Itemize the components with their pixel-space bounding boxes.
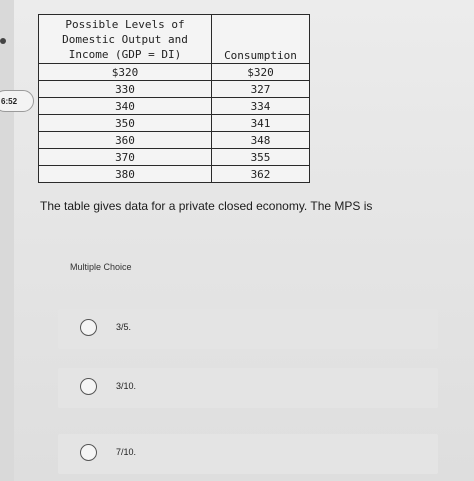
choice-option-3[interactable] xyxy=(58,434,438,474)
radio-button-icon[interactable] xyxy=(80,319,97,336)
table-row xyxy=(39,81,310,98)
cell-consumption: 348 xyxy=(212,132,310,149)
cell-output: 370 xyxy=(39,149,212,166)
cell-consumption: 355 xyxy=(212,149,310,166)
cell-output: $320 xyxy=(39,64,212,81)
choice-option-2[interactable] xyxy=(58,368,438,408)
multiple-choice-label: Multiple Choice xyxy=(70,262,132,272)
choice-option-1[interactable] xyxy=(58,309,438,349)
header-consumption: Consumption xyxy=(212,15,310,64)
table-header-row xyxy=(39,15,310,64)
choice-label: 3/5. xyxy=(116,322,132,332)
header-output-line-1: Possible Levels of xyxy=(65,18,185,31)
timer-badge: 6:52 xyxy=(0,90,34,112)
cell-consumption: 327 xyxy=(212,81,310,98)
table-row xyxy=(39,98,310,115)
nav-dot-icon xyxy=(0,38,6,44)
cell-consumption: 341 xyxy=(212,115,310,132)
table-row xyxy=(39,166,310,183)
cell-output: 350 xyxy=(39,115,212,132)
table-row xyxy=(39,132,310,149)
cell-output: 360 xyxy=(39,132,212,149)
cell-output: 330 xyxy=(39,81,212,98)
data-table xyxy=(38,14,310,183)
table-row xyxy=(39,149,310,166)
radio-button-icon[interactable] xyxy=(80,444,97,461)
table-row xyxy=(39,115,310,132)
cell-consumption: 334 xyxy=(212,98,310,115)
choice-label: 7/10. xyxy=(116,447,137,457)
cell-consumption: 362 xyxy=(212,166,310,183)
table-row xyxy=(39,64,310,81)
left-strip xyxy=(0,0,14,481)
header-output-line-2: Domestic Output and xyxy=(62,33,188,46)
radio-button-icon[interactable] xyxy=(80,378,97,395)
cell-output: 340 xyxy=(39,98,212,115)
choice-label: 3/10. xyxy=(116,381,137,391)
cell-consumption: $320 xyxy=(212,64,310,81)
header-output-line-3: Income (GDP = DI) xyxy=(68,48,182,61)
header-output xyxy=(39,15,212,64)
question-text: The table gives data for a private closed economy. The MPS is xyxy=(40,199,373,213)
cell-output: 380 xyxy=(39,166,212,183)
